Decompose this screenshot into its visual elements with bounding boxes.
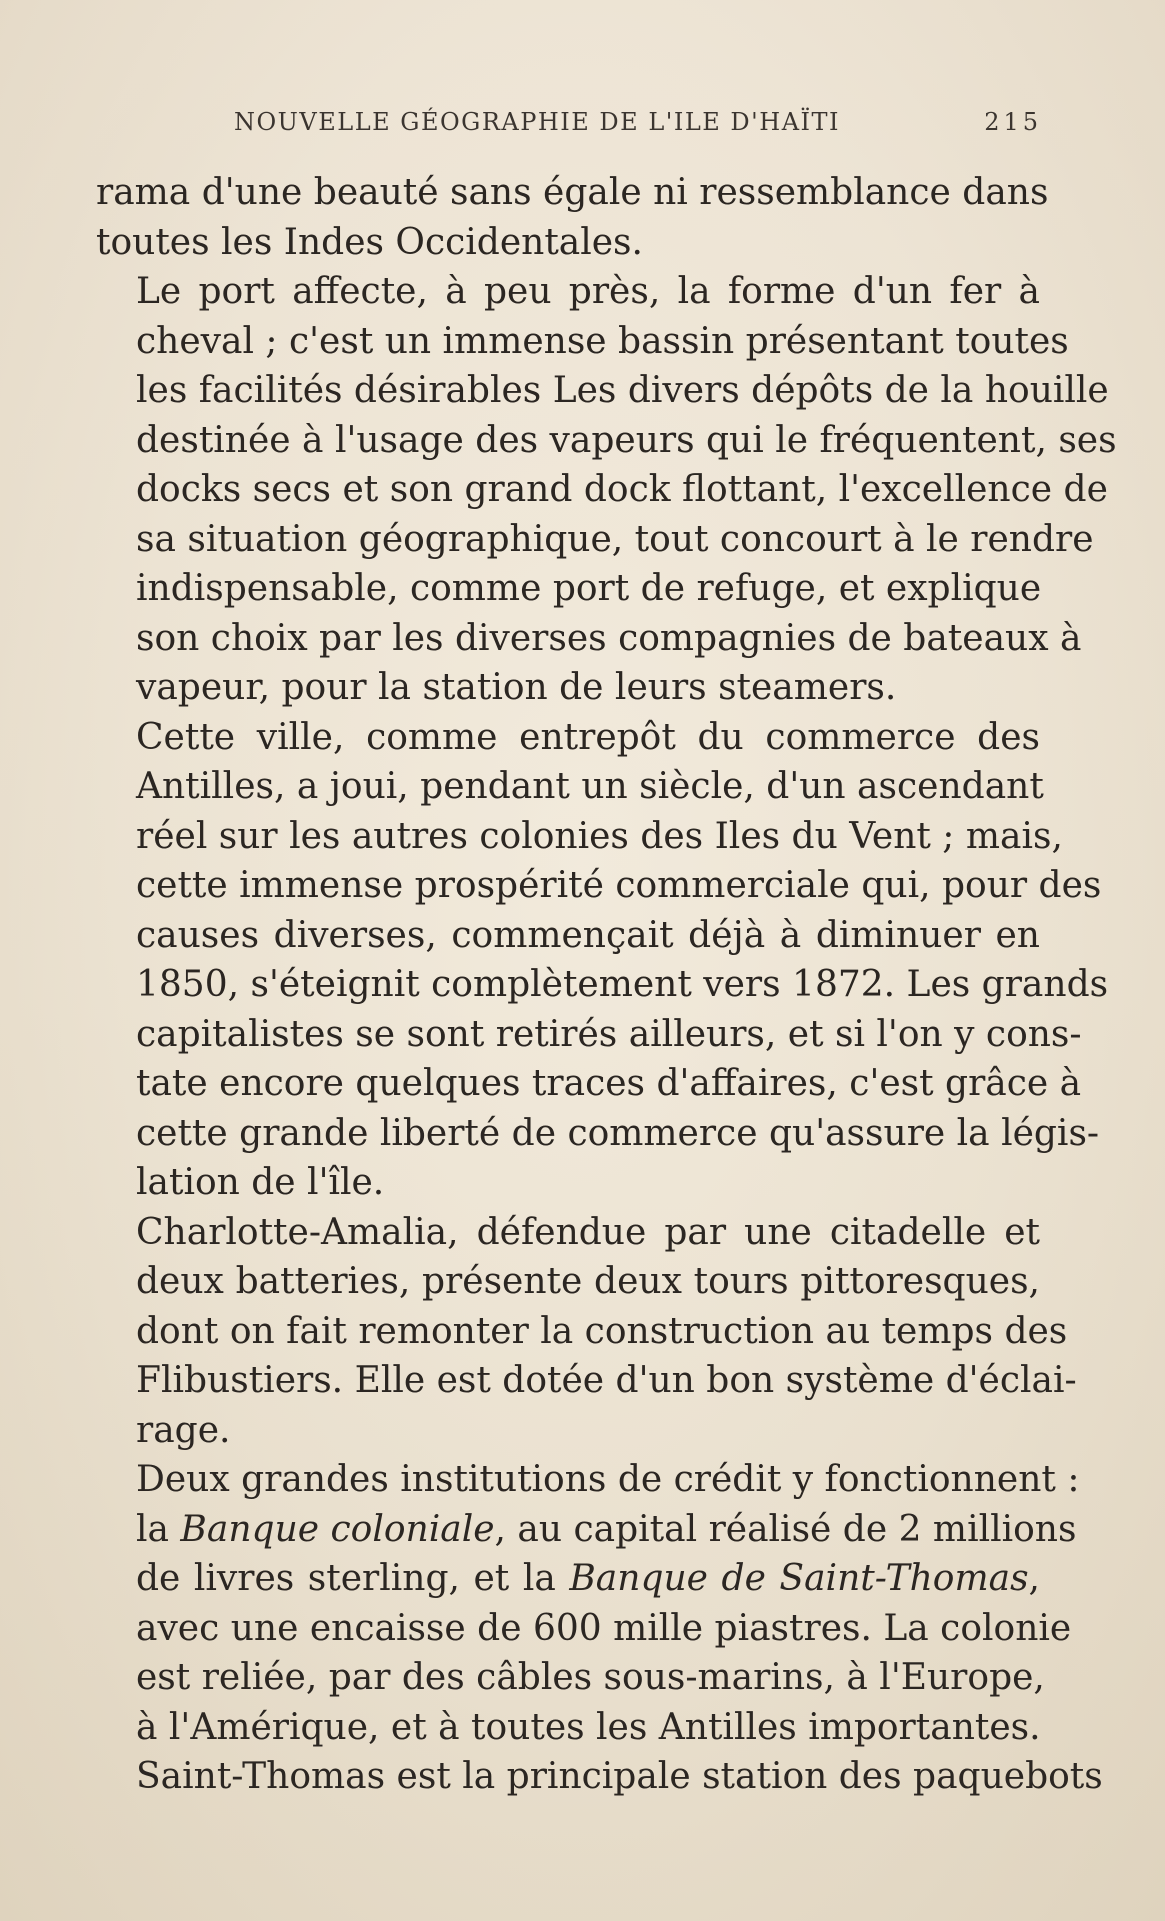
text-line: lation de l'île. [136, 1162, 385, 1203]
text-line: cette grande liberté de commerce qu'assure la légis- [136, 1112, 1100, 1154]
body-text [96, 168, 1117, 1802]
text-line: cheval ; c'est un immense bassin présentant toutes [136, 320, 1069, 362]
institution-name-banque-saint-thomas: Banque de Saint-Thomas [569, 1558, 1029, 1599]
text-line: 1850, s'éteignit complètement vers 1872. Les grands [136, 964, 1109, 1005]
paragraph-4 [96, 1208, 1077, 1456]
institution-name-banque-coloniale: Banque coloniale [180, 1508, 495, 1550]
text-line: Deux grandes institutions de crédit y fonctionnent : [136, 1459, 1080, 1500]
text-line: Charlotte-Amalia, défendue par une citadelle et [136, 1211, 1040, 1253]
text-line [96, 1505, 1077, 1555]
text-line: est reliée, par des câbles sous-marins, à l'Europe, [136, 1657, 1045, 1698]
text-line: capitalistes se sont retirés ailleurs, et si l'on y cons- [136, 1013, 1082, 1055]
text-line: Antilles, a joui, pendant un siècle, d'un ascendant [136, 766, 1044, 807]
text-line: vapeur, pour la station de leurs steamers. [136, 667, 897, 708]
text-line: indispensable, comme port de refuge, et explique [136, 568, 1042, 609]
text-line: les facilités désirables Les divers dépôts de la houille [136, 370, 1109, 411]
text-line: toutes les Indes Occidentales. [96, 221, 643, 263]
page-number: 215 [984, 108, 1042, 136]
text-line: à l'Amérique, et à toutes les Antilles importantes. [136, 1706, 1041, 1748]
text-line: rama d'une beauté sans égale ni ressemblance dans [96, 172, 1049, 213]
text-line: rage. [136, 1409, 231, 1451]
text-line: cette immense prospérité commerciale qui, pour des [136, 865, 1102, 906]
text-line: deux batteries, présente deux tours pittoresques, [136, 1261, 1040, 1302]
running-head [234, 108, 1042, 144]
paragraph-2 [96, 267, 1117, 713]
text-line: sa situation géographique, tout concourt à le rendre [136, 518, 1094, 560]
text-line: Saint-Thomas est la principale station des paquebots [136, 1756, 1103, 1797]
text-fragment: la [136, 1508, 181, 1550]
paragraph-1 [96, 168, 1049, 267]
paragraph-5 [96, 1455, 1103, 1802]
text-line: son choix par les diverses compagnies de bateaux à [136, 617, 1082, 659]
text-line: dont on fait remonter la construction au temps des [136, 1310, 1068, 1352]
text-line: Le port affecte, à peu près, la forme d'un fer à [136, 271, 1040, 312]
text-line: Flibustiers. Elle est dotée d'un bon système d'éclai- [136, 1360, 1077, 1401]
text-line [96, 1554, 1040, 1604]
text-line: Cette ville, comme entrepôt du commerce des [136, 716, 1040, 758]
text-line: réel sur les autres colonies des Iles du Vent ; mais, [136, 815, 1063, 857]
text-fragment: , [1028, 1558, 1040, 1599]
text-line: causes diverses, commençait déjà à diminuer en [136, 914, 1040, 956]
running-title: NOUVELLE GÉOGRAPHIE DE L'ILE D'HAÏTI [234, 108, 840, 136]
text-line: avec une encaisse de 600 mille piastres. La colonie [136, 1607, 1072, 1649]
text-fragment: de livres sterling, et la [136, 1558, 570, 1599]
text-fragment: , au capital réalisé de 2 millions [494, 1508, 1077, 1550]
text-line: tate encore quelques traces d'affaires, c'est grâce à [136, 1063, 1082, 1104]
text-line: docks secs et son grand dock flottant, l'excellence de [136, 469, 1108, 510]
text-line: destinée à l'usage des vapeurs qui le fréquentent, ses [136, 419, 1117, 461]
paragraph-3 [96, 713, 1109, 1208]
